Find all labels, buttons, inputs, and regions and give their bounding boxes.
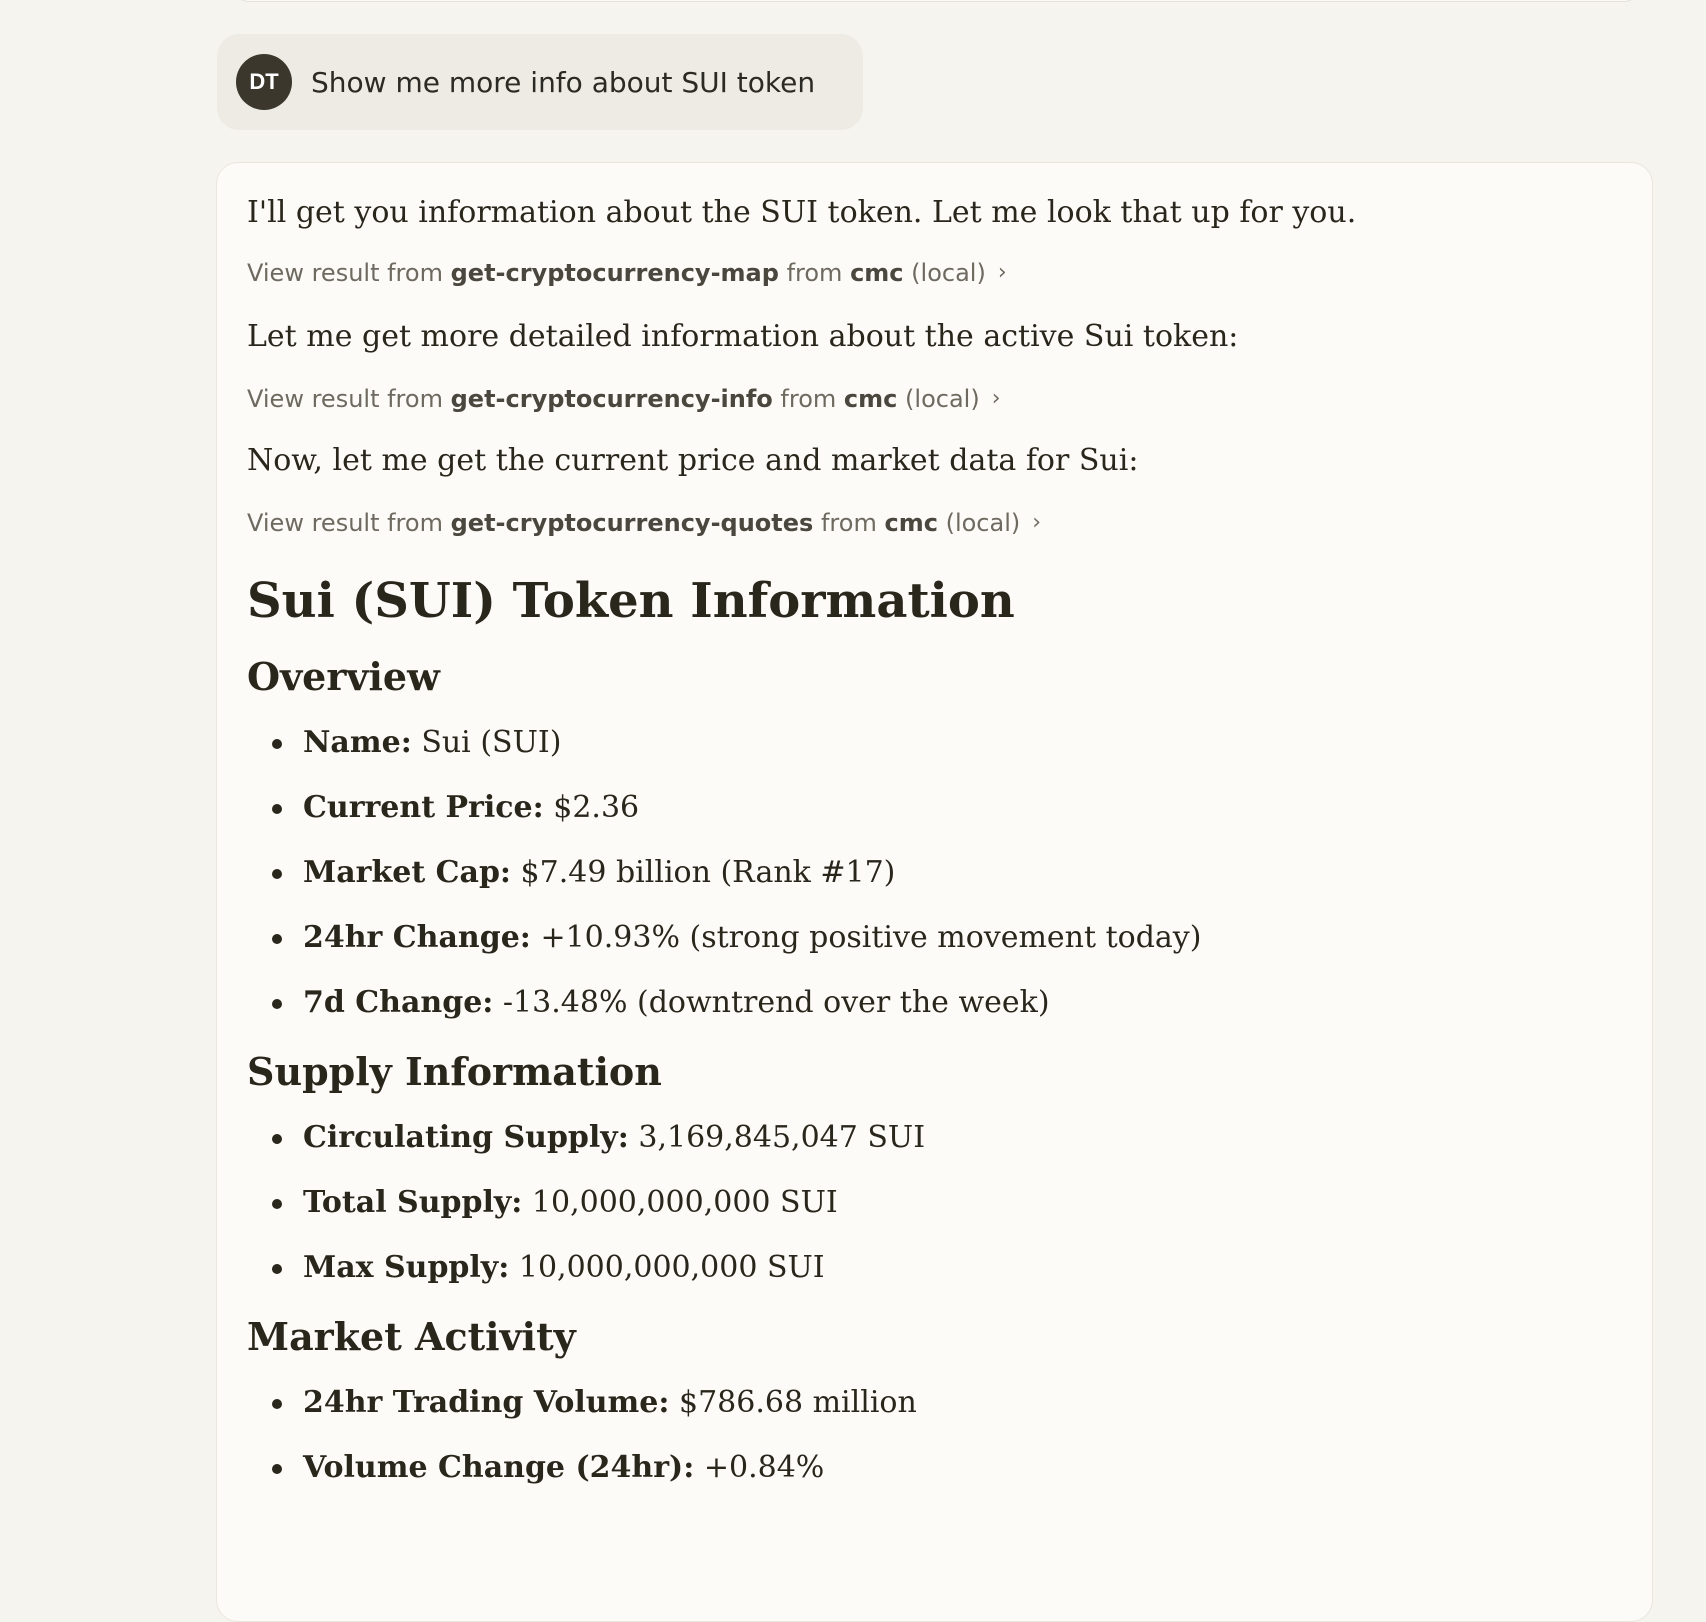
tool-server-name: cmc	[884, 509, 938, 537]
assistant-text-2: Let me get more detailed information about the active Sui token:	[247, 319, 1239, 354]
bullet-icon	[272, 934, 282, 944]
list-item	[247, 983, 1622, 1023]
item-label: Market Cap:	[303, 855, 511, 890]
list-item	[247, 1383, 1622, 1423]
bullet-icon	[272, 1134, 282, 1144]
tool-server-name: cmc	[843, 385, 898, 413]
bullet-icon	[272, 739, 282, 749]
user-message-text: Show me more info about SUI token	[311, 65, 816, 99]
section-heading-market-activity: Market Activity	[247, 1314, 576, 1359]
item-label: 24hr Change:	[303, 920, 531, 955]
item-value: -13.48% (downtrend over the week)	[502, 985, 1050, 1020]
item-value: +10.93% (strong positive movement today)	[540, 920, 1202, 955]
tool-result-toggle-info[interactable]	[247, 381, 1622, 417]
response-title: Sui (SUI) Token Information	[247, 573, 1015, 629]
item-label: Name:	[303, 725, 412, 760]
chevron-right-icon: ›	[1032, 510, 1042, 535]
bullet-icon	[272, 1199, 282, 1209]
item-label: Volume Change (24hr):	[303, 1450, 695, 1485]
bullet-icon	[272, 999, 282, 1009]
previous-message-card-fragment	[233, 0, 1640, 2]
list-item	[247, 723, 1622, 763]
tool-server-location: (local)	[905, 385, 980, 413]
tool-result-prefix: View result from	[247, 385, 443, 413]
section-heading-overview: Overview	[247, 654, 440, 699]
bullet-icon	[272, 1399, 282, 1409]
list-item	[247, 918, 1622, 958]
tool-server-name: cmc	[850, 259, 904, 287]
tool-name: get-cryptocurrency-quotes	[450, 509, 814, 537]
list-item	[247, 1118, 1622, 1158]
item-value: 10,000,000,000 SUI	[531, 1185, 838, 1220]
list-item	[247, 1448, 1622, 1488]
bullet-icon	[272, 804, 282, 814]
chevron-right-icon: ›	[997, 260, 1007, 285]
item-value: 3,169,845,047 SUI	[638, 1120, 926, 1155]
item-value: $7.49 billion (Rank #17)	[520, 855, 896, 890]
tool-result-from: from	[820, 509, 877, 537]
tool-result-toggle-quotes[interactable]	[247, 505, 1622, 541]
item-value: $786.68 million	[679, 1385, 917, 1420]
item-label: 7d Change:	[303, 985, 494, 1020]
tool-name: get-cryptocurrency-info	[450, 385, 773, 413]
tool-result-prefix: View result from	[247, 259, 443, 287]
chevron-right-icon: ›	[991, 386, 1001, 411]
list-item	[247, 1183, 1622, 1223]
supply-list	[247, 1118, 1622, 1288]
tool-name: get-cryptocurrency-map	[450, 259, 779, 287]
list-item	[247, 1248, 1622, 1288]
tool-result-from: from	[786, 259, 843, 287]
bullet-icon	[272, 869, 282, 879]
tool-server-location: (local)	[911, 259, 986, 287]
overview-list	[247, 723, 1622, 1023]
bullet-icon	[272, 1464, 282, 1474]
assistant-response-card	[216, 162, 1653, 1622]
section-heading-supply: Supply Information	[247, 1049, 662, 1094]
item-value: 10,000,000,000 SUI	[518, 1250, 825, 1285]
item-value: +0.84%	[703, 1450, 825, 1485]
item-label: Max Supply:	[303, 1250, 510, 1285]
item-label: Circulating Supply:	[303, 1120, 629, 1155]
market-activity-list	[247, 1383, 1622, 1488]
assistant-text-3: Now, let me get the current price and market data for Sui:	[247, 443, 1139, 478]
list-item	[247, 853, 1622, 893]
item-value: $2.36	[553, 790, 640, 825]
assistant-intro-text: I'll get you information about the SUI token. Let me look that up for you.	[247, 195, 1357, 230]
tool-result-from: from	[780, 385, 837, 413]
bullet-icon	[272, 1264, 282, 1274]
tool-result-toggle-map[interactable]	[247, 255, 1622, 291]
tool-result-prefix: View result from	[247, 509, 443, 537]
user-message-bubble	[217, 34, 863, 130]
user-avatar[interactable]: DT	[236, 54, 292, 110]
item-value: Sui (SUI)	[421, 725, 562, 760]
item-label: Total Supply:	[303, 1185, 523, 1220]
list-item	[247, 788, 1622, 828]
item-label: 24hr Trading Volume:	[303, 1385, 670, 1420]
tool-server-location: (local)	[945, 509, 1021, 537]
item-label: Current Price:	[303, 790, 544, 825]
